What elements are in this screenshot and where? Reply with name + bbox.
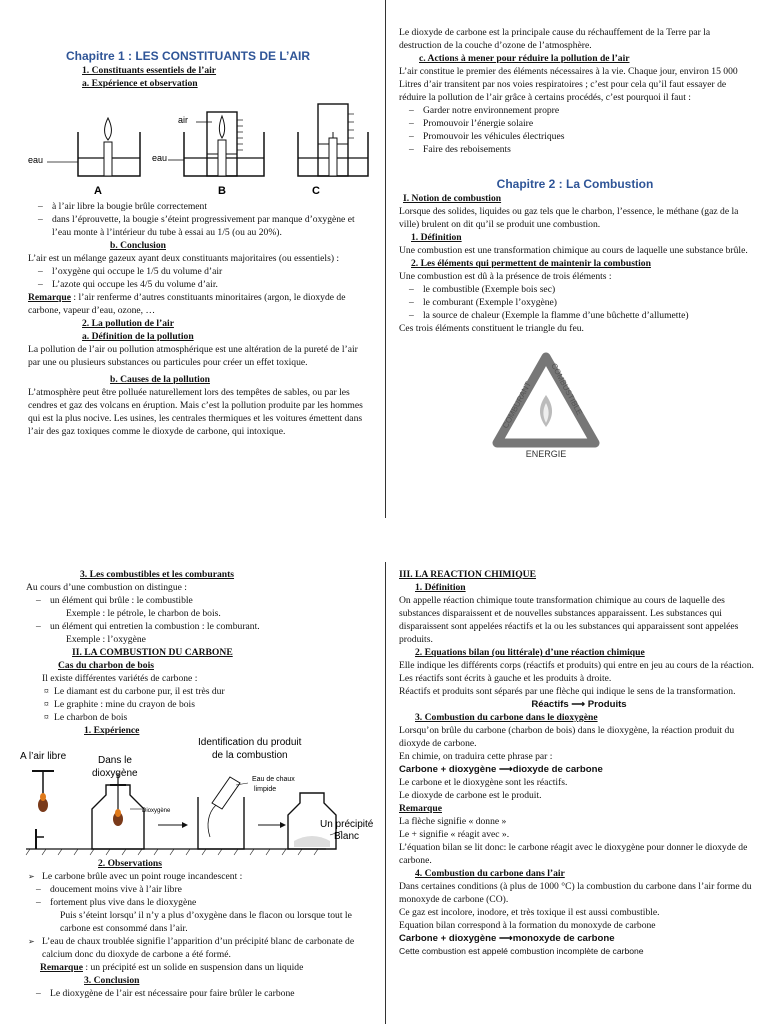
- column-divider: [385, 562, 386, 1024]
- remark-text: : l’air renferme d’autres constituants minoritaires (argon, le dioxyde de carbone, vapeur d’eau, ozone, …: [28, 292, 346, 316]
- remark: [40, 961, 376, 974]
- section-heading: Cas du charbon de bois: [58, 660, 154, 671]
- list-item: – Faire des reboisements: [399, 143, 751, 156]
- elements-list: [399, 283, 751, 322]
- list-item: – dans l’éprouvette, la bougie s’éteint progressivement par manque d’oxygène et l’eau monte à l’intérieur du tube à essai au 1/5 (ou au 20%).: [28, 213, 372, 239]
- section-heading: a. Définition de la pollution: [82, 331, 194, 342]
- label-air: air: [178, 115, 189, 125]
- triangle-label-energie: ENERGIE: [525, 449, 567, 459]
- oxygen-flask: [92, 773, 144, 849]
- list-item: – le combustible (Exemple bois sec): [399, 283, 751, 296]
- section-heading: c. Actions à mener pour réduire la pollution de l’air: [419, 53, 630, 64]
- observation-list: [26, 870, 376, 883]
- section-heading: 1. Expérience: [84, 725, 140, 736]
- list-item: – le comburant (Exemple l’oxygène): [399, 296, 751, 309]
- example: Exemple : le pétrole, le charbon de bois.: [66, 608, 221, 619]
- paragraph: Lorsque des solides, liquides ou gaz tels que le charbon, l’essence, le méthane (gaz de la ville) brulent on dit qu’il se produit une combustion.: [399, 206, 739, 230]
- list-item: – Garder notre environnement propre: [399, 104, 751, 117]
- list-item: ¤ Le graphite : mine du crayon de bois: [26, 698, 376, 711]
- paragraph: Les réactifs sont écrits à gauche et les produits à droite.: [399, 673, 612, 684]
- section-heading: I. Notion de combustion: [403, 193, 502, 204]
- remark-text: : un précipité est un solide en suspension dans un liquide: [83, 962, 304, 973]
- label-a: A: [94, 185, 102, 197]
- section-heading: a. Expérience et observation: [82, 78, 198, 89]
- paragraph: Il existe différentes variétés de carbone :: [42, 673, 198, 684]
- observation-list: [26, 935, 376, 961]
- paragraph: L’air est un mélange gazeux ayant deux constituants majoritaires (ou essentiels) :: [28, 253, 340, 264]
- paragraph: En chimie, on traduira cette phrase par :: [399, 751, 553, 762]
- conclusion-list: [28, 265, 372, 291]
- label-blanc: Blanc: [334, 831, 360, 842]
- section-heading: III. LA REACTION CHIMIQUE: [399, 569, 537, 580]
- label-dans: Dans le: [98, 755, 132, 766]
- label-precipite: Un précipité: [320, 819, 374, 830]
- list-item: ¤ Le charbon de bois: [26, 711, 376, 724]
- paragraph: Une combustion est dû à la présence de trois éléments :: [399, 271, 612, 282]
- paragraph: Ces trois éléments constituent le triangle du feu.: [399, 323, 584, 334]
- beaker-a: [47, 118, 140, 176]
- actions-list: [399, 104, 751, 156]
- paragraph: Le + signifie « réagit avec ».: [399, 829, 510, 840]
- paragraph: On appelle réaction chimique toute transformation chimique au cours de laquelle des substances disparaissent et de nouvelles substances apparaissent. Les substances qui disparaissent sont appelées réactifs et la ou les substances qui apparaissent sont appelées produits.: [399, 595, 739, 645]
- observation-list: [28, 200, 372, 239]
- section-heading: 1. Définition: [411, 232, 462, 243]
- column-divider: [385, 0, 386, 518]
- paragraph: Lorsqu’on brûle du carbone (charbon de bois) dans le dioxygène, la réaction produit du dioxyde de carbone.: [399, 725, 735, 749]
- section-heading: 2. Equations bilan (ou littérale) d’une réaction chimique: [415, 647, 645, 658]
- beaker-c: [298, 104, 368, 176]
- triangle-label-combustible: COMBUSTIBLE: [549, 361, 585, 417]
- list-item: – Promouvoir l’énergie solaire: [399, 117, 751, 130]
- paragraph: Elle indique les différents corps (réactifs et produits) qui entre en jeu au cours de la réaction.: [399, 660, 754, 671]
- label-eau: eau: [152, 153, 168, 163]
- remark: [28, 291, 372, 317]
- page-2-top-right: [399, 26, 751, 518]
- section-heading: 3. Combustion du carbone dans le dioxygène: [415, 712, 598, 723]
- remark-label: Remarque: [399, 803, 442, 814]
- paragraph: Au cours d’une combustion on distingue :: [26, 582, 187, 593]
- label-dioxygene-small: Dioxygène: [142, 808, 171, 814]
- list-item: – fortement plus vive dans le dioxygène: [26, 896, 376, 909]
- paragraph: Le dioxyde de carbone est la principale cause du réchauffement de la Terre par la destruction de la couche d’ozone de l’atmosphère.: [399, 27, 711, 51]
- paragraph: La flèche signifie « donne »: [399, 816, 507, 827]
- candle-experiment-figure: [28, 104, 372, 200]
- section-heading: 3. Les combustibles et les comburants: [80, 569, 235, 580]
- label-identification: de la combustion: [212, 750, 288, 761]
- fire-triangle-figure: [491, 351, 601, 461]
- list-item: – un élément qui entretien la combustion : le comburant.: [26, 620, 376, 633]
- list-item: – Le dioxygène de l’air est nécessaire pour faire brûler le carbone: [26, 987, 376, 1000]
- observation-sublist: [26, 883, 376, 909]
- equation: Carbone + dioxygène ⟶monoxyde de carbone: [399, 933, 615, 944]
- section-heading: 3. Conclusion: [84, 975, 140, 986]
- example: Exemple : l’oxygène: [66, 634, 146, 645]
- remark-label: Remarque: [40, 962, 83, 973]
- label-limpide: limpide: [254, 786, 277, 793]
- paragraph: Puis s’éteint lorsqu’ il n’y a plus d’oxygène dans le flacon ou lorsque tout le carbone est consommé dans l’air.: [60, 910, 352, 934]
- label-c: C: [312, 185, 320, 197]
- paragraph: L’air constitue le premier des éléments nécessaires à la vie. Chaque jour, environ 15 000 Litres d’air transitent par nos voies respiratoires ; c’est pour cela qu’il faut essayer de réduire la pollution de l’air grâce à certains procédés, c’est pourquoi il faut :: [399, 66, 738, 103]
- carbon-combustion-figure: [20, 733, 376, 863]
- list-item: ➢ L’eau de chaux troublée signifie l’apparition d’un précipité blanc de carbonate de calcium donc du dioxyde de carbone a été formé.: [26, 935, 376, 961]
- paragraph: La pollution de l’air ou pollution atmosphérique est une altération de la pureté de l’air par une ou plusieurs substances ou particules pour créer un effet toxique.: [28, 344, 358, 368]
- page-1-top-left: [28, 48, 372, 518]
- paragraph: L’atmosphère peut être polluée naturellement lors des tempêtes de sables, ou par les cendres et gaz des volcans en éruption. Mais c’est la pollution produite par les hommes qui est la plus nocive. Les usines, les centrales thermiques et les voitures émettent dans l’air des gaz toxiques comme le dioxyde de carbone, qui intoxique.: [28, 387, 363, 437]
- paragraph: Dans certaines conditions (à plus de 1000 °C) la combustion du carbone dans l’air forme du monoxyde de carbone (CO).: [399, 881, 752, 905]
- chapter-1-title: Chapitre 1 : LES CONSTITUANTS DE L’AIR: [66, 49, 311, 63]
- label-air-libre: A l’air libre: [20, 751, 67, 762]
- remark-label: Remarque: [28, 292, 71, 303]
- list-item: – un élément qui brûle : le combustible: [26, 594, 376, 607]
- section-heading: 2. Observations: [98, 858, 162, 869]
- list-item: – L’azote qui occupe les 4/5 du volume d’air.: [28, 278, 372, 291]
- combustion-spoon: [32, 771, 54, 849]
- page-4-bottom-right: [399, 568, 759, 1024]
- section-heading: b. Conclusion: [110, 240, 166, 251]
- paragraph: Une combustion est une transformation chimique au cours de laquelle une substance brûle.: [399, 245, 748, 256]
- varieties-list: [26, 685, 376, 724]
- list-item: ¤ Le diamant est du carbone pur, il est très dur: [26, 685, 376, 698]
- equation: Carbone + dioxygène ⟶dioxyde de carbone: [399, 764, 603, 775]
- section-heading: 2. Les éléments qui permettent de maintenir la combustion: [411, 258, 651, 269]
- paragraph: Le carbone et le dioxygène sont les réactifs.: [399, 777, 568, 788]
- section-heading: 4. Combustion du carbone dans l’air: [415, 868, 565, 879]
- chapter-2-title: Chapitre 2 : La Combustion: [496, 177, 654, 191]
- paragraph: Cette combustion est appelé combustion incomplète de carbone: [399, 946, 644, 956]
- comburants-list: [26, 620, 376, 633]
- conclusion-list: [26, 987, 376, 1000]
- page-3-bottom-left: [20, 568, 376, 1024]
- section-heading: 1. Définition: [415, 582, 466, 593]
- list-item: – Promouvoir les véhicules électriques: [399, 130, 751, 143]
- triangle-label-comburant: COMBURANT: [500, 380, 533, 430]
- paragraph: Equation bilan correspond à la formation du monoxyde de carbone: [399, 920, 656, 931]
- paragraph: Réactifs et produits sont séparés par une flèche qui indique le sens de la transformation.: [399, 686, 736, 697]
- section-heading: 1. Constituants essentiels de l’air: [82, 65, 217, 76]
- section-heading: 2. La pollution de l’air: [82, 318, 174, 329]
- label-b: B: [218, 185, 226, 197]
- label-eau-de-chaux: Eau de chaux: [252, 776, 295, 783]
- label-eau: eau: [28, 155, 44, 165]
- limewater-flask: [198, 777, 244, 849]
- list-item: – doucement moins vive à l’air libre: [26, 883, 376, 896]
- list-item: – à l’air libre la bougie brûle correctement: [28, 200, 372, 213]
- combustibles-list: [26, 594, 376, 607]
- label-dioxygene: dioxygène: [92, 768, 138, 779]
- label-identification: Identification du produit: [198, 737, 302, 748]
- list-item: ➢ Le carbone brûle avec un point rouge incandescent :: [26, 870, 376, 883]
- section-heading: II. LA COMBUSTION DU CARBONE: [72, 647, 233, 658]
- paragraph: L’équation bilan se lit donc: le carbone réagit avec le dioxygène pour donner le dioxyde de carbone.: [399, 842, 748, 866]
- list-item: – l’oxygène qui occupe le 1/5 du volume d’air: [28, 265, 372, 278]
- paragraph: Ce gaz est incolore, inodore, et très toxique il est aussi combustible.: [399, 907, 660, 918]
- section-heading: b. Causes de la pollution: [110, 374, 210, 385]
- formula: Réactifs ⟶ Produits: [531, 699, 627, 710]
- paragraph: Le dioxyde de carbone est le produit.: [399, 790, 542, 801]
- list-item: – la source de chaleur (Exemple la flamme d’une bûchette d’allumette): [399, 309, 751, 322]
